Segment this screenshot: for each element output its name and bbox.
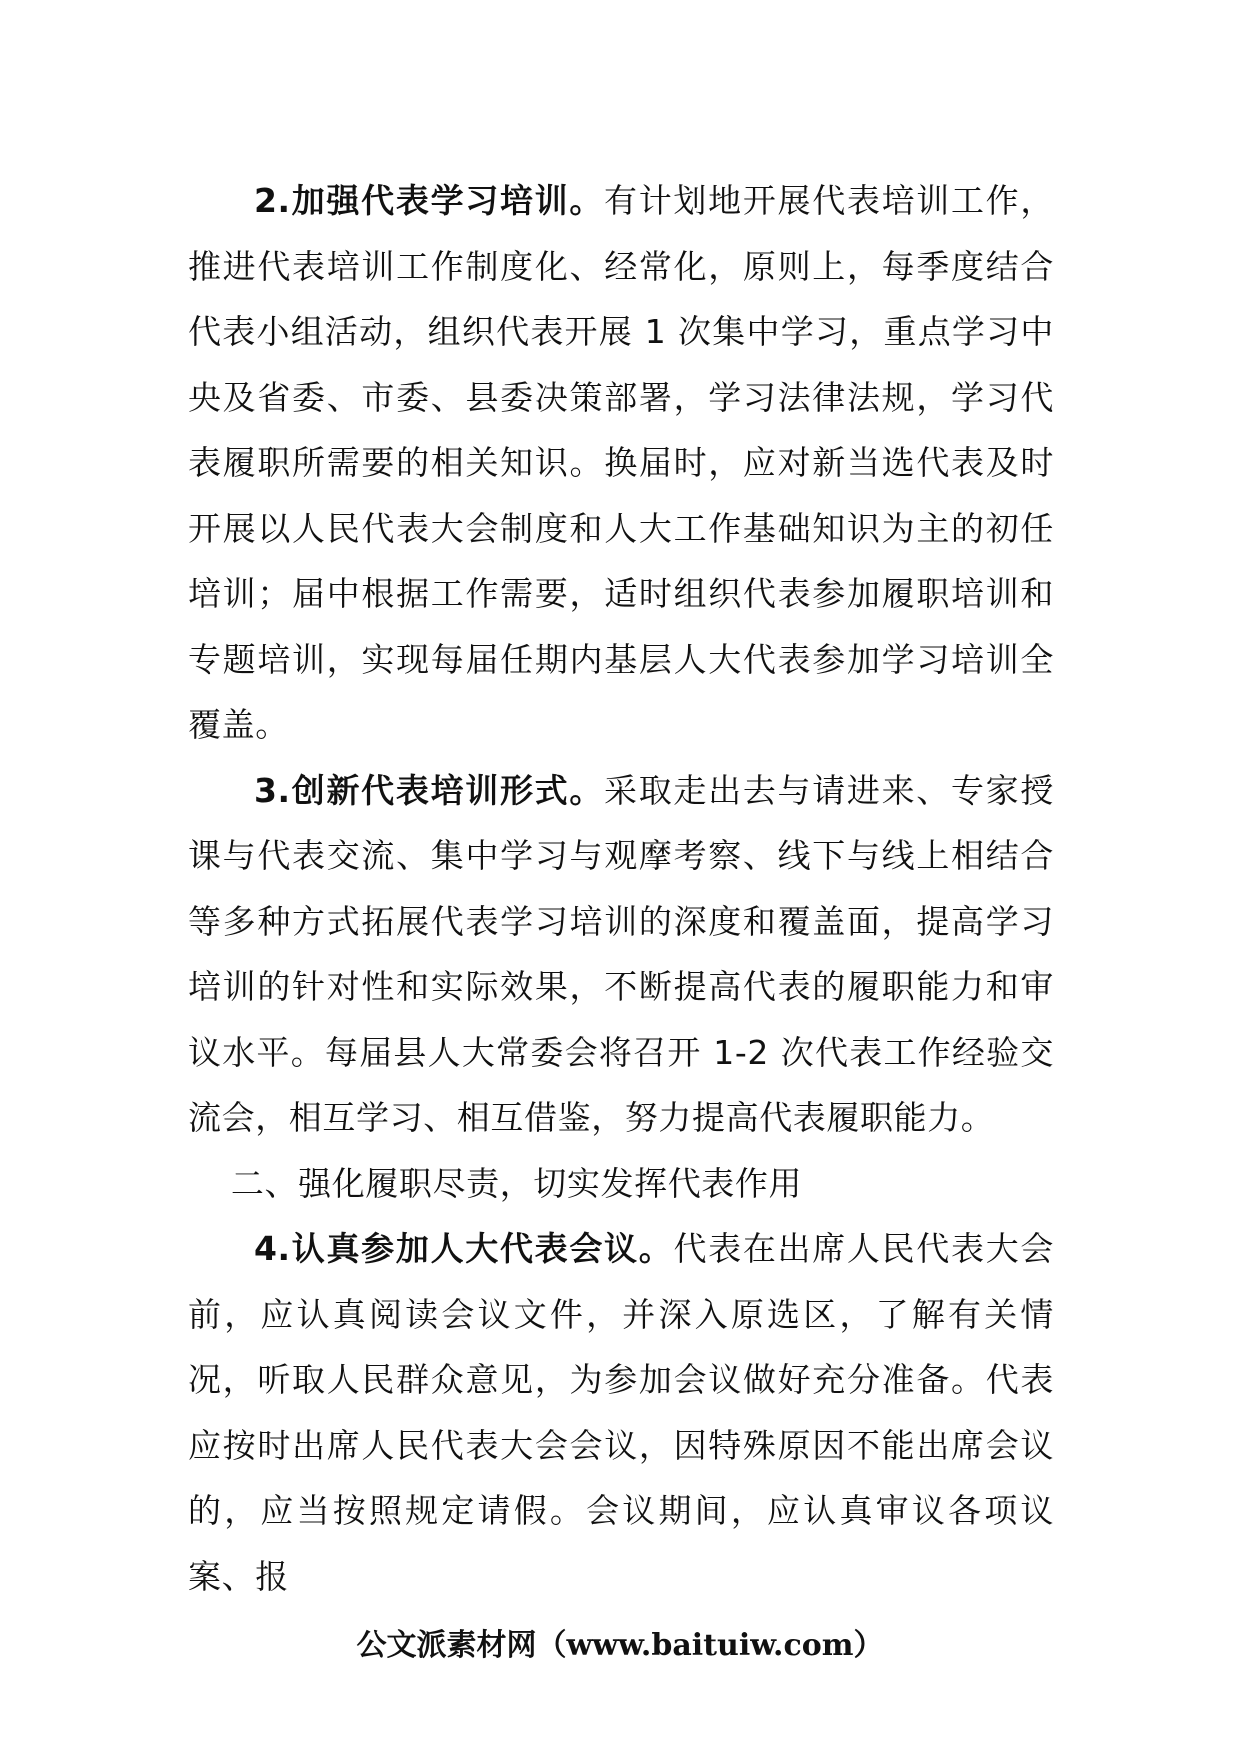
paragraph-4-text: 代表在出席人民代表大会前，应认真阅读会议文件，并深入原选区，了解有关情况，听取人民群众意见，为参加会议做好充分准备。代表应按时出席人民代表大会会议，因特殊原因不能出席会议的，应当按照规定请假。会议期间，应认真审议各项议案、报: [188, 1229, 1054, 1596]
paragraph-4-lead: 4.认真参加人大代表会议。: [254, 1229, 674, 1268]
document-body: [188, 168, 1054, 1609]
paragraph-3-text: 采取走出去与请进来、专家授课与代表交流、集中学习与观摩考察、线下与线上相结合等多种方式拓展代表学习培训的深度和覆盖面，提高学习培训的针对性和实际效果，不断提高代表的履职能力和审议水平。每届县人大常委会将召开 1-2 次代表工作经验交流会，相互学习、相互借鉴，努力提高代表履职能力。: [188, 770, 1054, 1137]
section-heading: 二、强化履职尽责，切实发挥代表作用: [230, 1163, 803, 1203]
paragraph-2-lead: 2.加强代表学习培训。: [254, 181, 605, 220]
paragraph-3: [188, 758, 1054, 1151]
paragraph-4: [188, 1216, 1054, 1609]
paragraph-2: [188, 168, 1054, 758]
paragraph-2-text: 有计划地开展代表培训工作，推进代表培训工作制度化、经常化，原则上，每季度结合代表小组活动，组织代表开展 1 次集中学习，重点学习中央及省委、市委、县委决策部署，学习法律法规，学习代表履职所需要的相关知识。换届时，应对新当选代表及时开展以人民代表大会制度和人大工作基础知识为主的初任培训；届中根据工作需要，适时组织代表参加履职培训和专题培训，实现每届任期内基层人大代表参加学习培训全覆盖。: [188, 181, 1054, 744]
paragraph-3-lead: 3.创新代表培训形式。: [254, 770, 605, 810]
footer-watermark: 公文派素材网（www.baituiw.com）: [356, 1628, 884, 1663]
